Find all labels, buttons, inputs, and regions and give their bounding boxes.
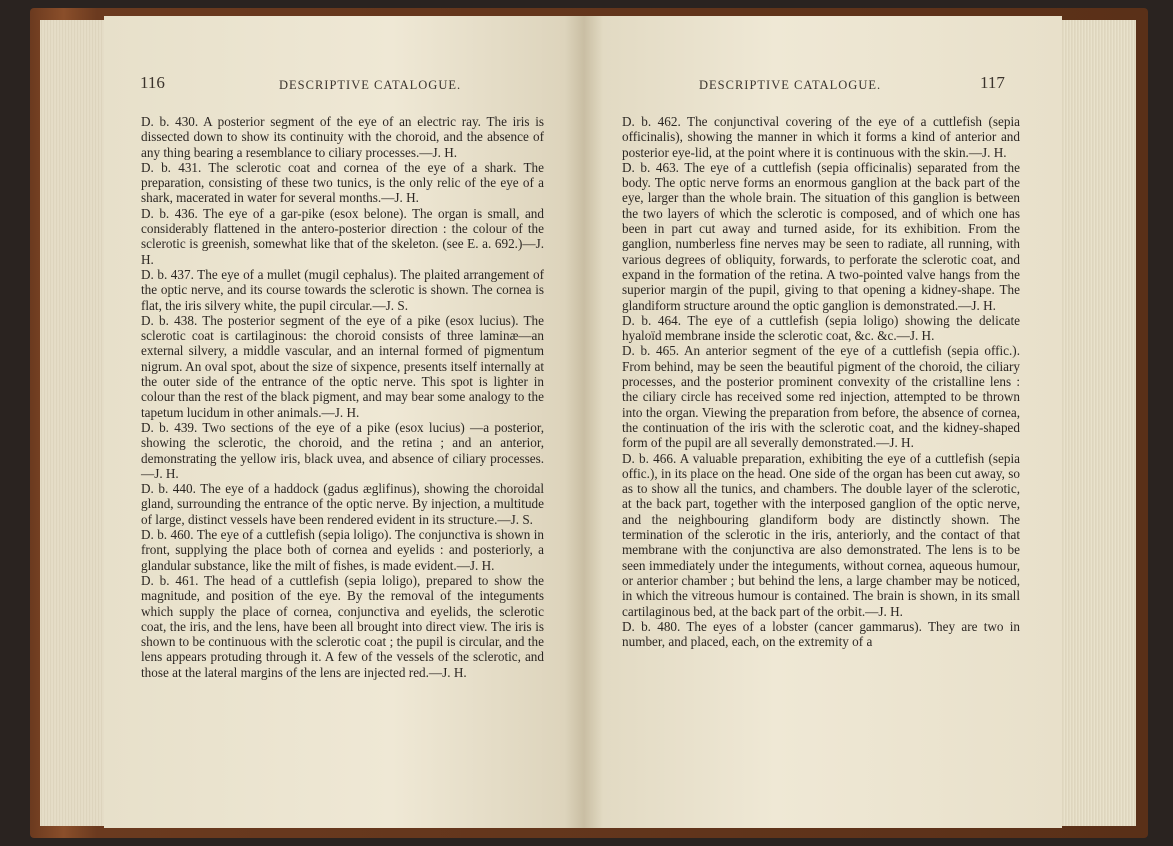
catalogue-entry: D. b. 466. A valuable preparation, exhibiting the eye of a cuttlefish (sepia offic.), in its place on the head. One side of the organ has been cut away, so as to show all the tunics, and chambers. The double layer of the sclerotic, at the back part, together with the interposed ganglion of the optic nerve, and the neighbouring glandiform body are distinctly shown. The termination of the sclerotic in the iris, anteriorly, and the contact of that membrane with the conjunctiva are also demonstrated. The lens is to be seen immediately under the integuments, without cornea, aqueous humour, or anterior chamber ; but behind the lens, a large chamber may be noticed, in which the vitreous humour is contained. The brain is shown, in its small cartilaginous bed, at the back part of the orbit.—J. H.	[622, 450, 1020, 619]
right-page	[584, 16, 1062, 828]
catalogue-entry: D. b. 464. The eye of a cuttlefish (sepia loligo) showing the delicate hyaloïd membrane inside the sclerotic coat, &c. &c.—J. H.	[622, 312, 1020, 344]
running-head: DESCRIPTIVE CATALOGUE.	[699, 78, 882, 92]
catalogue-entry: D. b. 463. The eye of a cuttlefish (sepia officinalis) separated from the body. The optic nerve forms an enormous ganglion at the back part of the eye, larger than the whole brain. The situation of this ganglion is between the two layers of which the sclerotic is composed, and of which one has been in part cut away and turned aside, for its exhibition. From the ganglion, numberless fine nerves may be seen to radiate, all running, with various degrees of obliquity, forwards, to perforate the sclerotic coat, and expand in the formation of the retina. A two-pointed valve hangs from the superior margin of the pupil, giving to that opening a kidney-shape. The glandiform structure around the optic ganglion is demonstrated.—J. H.	[622, 159, 1020, 313]
catalogue-entry: D. b. 438. The posterior segment of the eye of a pike (esox lucius). The sclerotic coat is cartilaginous: the choroid consists of three laminæ—an external silvery, a middle vascular, and an internal formed of pigmentum nigrum. An oval spot, about the size of sixpence, presents itself internally at the outer side of the entrance of the optic nerve. This spot is lighter in colour than the rest of the black pigment, and may bear some analogy to the tapetum lucidum in other animals.—J. H.	[141, 312, 544, 420]
catalogue-entry: D. b. 430. A posterior segment of the eye of an electric ray. The iris is dissected down to show its continuity with the choroid, and the absence of any thing bearing a resemblance to ciliary processes.—J. H.	[141, 114, 544, 160]
text-column	[141, 114, 544, 680]
catalogue-entry: D. b. 461. The head of a cuttlefish (sepia loligo), prepared to show the magnitude, and position of the eye. By the removal of the integuments which supply the place of cornea, conjunctiva and eyelids, the sclerotic coat, the iris, and the lens, have been all brought into direct view. The iris is shown to be continuous with the sclerotic coat ; the pupil is circular, and the lens appears protuding through it. A few of the vessels of the sclerotic, and those at the lateral margins of the lens are injected red.—J. H.	[141, 572, 544, 680]
catalogue-entry: D. b. 440. The eye of a haddock (gadus æglifinus), showing the choroidal gland, surrounding the entrance of the optic nerve. By injection, a multitude of large, distinct vessels have been rendered evident in its structure.—J. S.	[141, 481, 544, 527]
running-head: DESCRIPTIVE CATALOGUE.	[279, 78, 462, 92]
catalogue-entry: D. b. 437. The eye of a mullet (mugil cephalus). The plaited arrangement of the optic nerve, and its course towards the sclerotic is shown. The cornea is flat, the iris silvery white, the pupil circular.—J. S.	[141, 266, 544, 313]
page-edges-right	[1058, 20, 1136, 826]
left-page	[104, 16, 584, 828]
page-number: 116	[140, 73, 165, 92]
catalogue-entry: D. b. 436. The eye of a gar-pike (esox belone). The organ is small, and considerably flattened in the antero-posterior direction : the colour of the sclerotic is greenish, somewhat like that of the skeleton. (see E. a. 692.)—J. H.	[141, 205, 544, 267]
catalogue-entry: D. b. 465. An anterior segment of the eye of a cuttlefish (sepia offic.). From behind, may be seen the beautiful pigment of the choroid, the ciliary processes, and the posterior prominent convexity of the cristalline lens : the ciliary circle has received some red injection, attempted to be thrown into the organ. Viewing the preparation from before, the absence of cornea, the continuation of the iris with the sclerotic coat, and the kidney-shaped form of the pupil are all severally demonstrated.—J. H.	[622, 343, 1020, 451]
catalogue-entry: D. b. 460. The eye of a cuttlefish (sepia loligo). The conjunctiva is shown in front, supplying the place both of cornea and eyelids : and posteriorly, a glandular substance, like the milt of fishes, is made evident.—J. H.	[141, 527, 544, 573]
page-number: 117	[980, 73, 1005, 92]
page-edges-left	[40, 20, 110, 826]
catalogue-entry: D. b. 439. Two sections of the eye of a pike (esox lucius) —a posterior, showing the sclerotic, the choroid, and the retina ; and an anterior, demonstrating the yellow iris, black uvea, and absence of ciliary processes.—J. H.	[141, 419, 544, 481]
text-column	[622, 114, 1020, 649]
catalogue-entry: D. b. 480. The eyes of a lobster (cancer gammarus). They are two in number, and placed, each, on the extremity of a	[622, 618, 1020, 650]
catalogue-entry: D. b. 431. The sclerotic coat and cornea of the eye of a shark. The preparation, consisting of these two tunics, is the only relic of the eye of a shark, macerated in water for several months.—J. H.	[141, 159, 544, 206]
catalogue-entry: D. b. 462. The conjunctival covering of the eye of a cuttlefish (sepia officinalis), showing the manner in which it forms a kind of anterior and posterior eye-lid, at the point where it is continuous with the skin.—J. H.	[622, 114, 1020, 160]
